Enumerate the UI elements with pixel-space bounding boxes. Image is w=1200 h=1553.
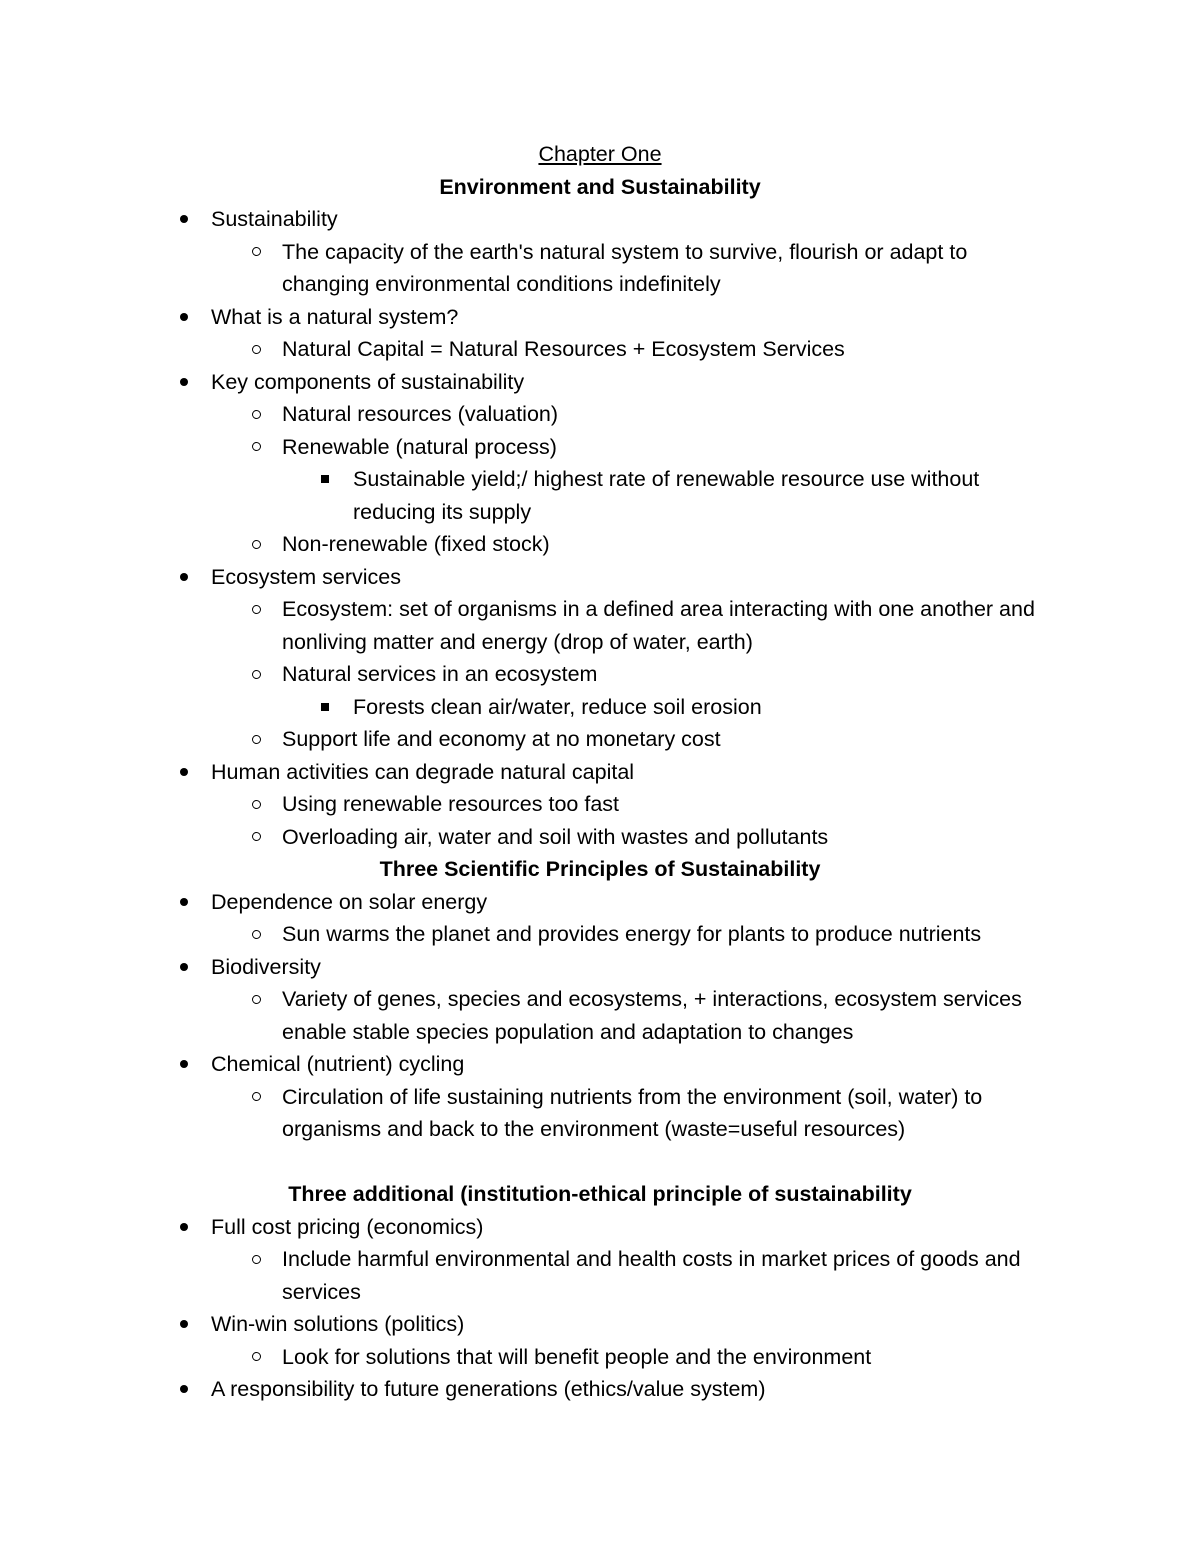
bullet-item-level-1 (0, 951, 1051, 984)
bullet-item-level-1 (0, 756, 1051, 789)
bullet-item-text: Circulation of life sustaining nutrients from the environment (soil, water) to organisms and back to the environment (waste=useful resources) (282, 1084, 983, 1141)
bullet-item-level-2 (0, 821, 1052, 854)
bullet-item-text: Sun warms the planet and provides energy for plants to produce nutrients (282, 922, 982, 946)
hollow-bullet-icon (248, 431, 264, 464)
bullet-item-text: Natural resources (valuation) (282, 402, 559, 426)
bullet-item-text: Natural Capital = Natural Resources + Ecosystem Services (282, 337, 845, 361)
bullet-item-level-3 (0, 463, 1053, 528)
filled-bullet-icon (176, 561, 192, 594)
hollow-bullet-icon (248, 1341, 264, 1374)
bullet-item-text: Non-renewable (fixed stock) (282, 532, 550, 556)
bullet-item-level-1 (0, 1373, 1051, 1406)
bullet-item-level-2 (0, 333, 1052, 366)
section-additional-principles-list (0, 1211, 1200, 1406)
bullet-item-level-2 (0, 593, 1052, 658)
bullet-item-level-3 (0, 691, 1053, 724)
bullet-item-level-2 (0, 431, 1052, 464)
bullet-item-text: Include harmful environmental and health costs in market prices of goods and services (282, 1247, 1021, 1304)
hollow-bullet-icon (248, 788, 264, 821)
bullet-item-level-1 (0, 561, 1051, 594)
bullet-item-text: What is a natural system? (211, 304, 459, 329)
bullet-item-text: Biodiversity (211, 954, 321, 979)
bullet-item-text: Support life and economy at no monetary cost (282, 727, 721, 751)
bullet-item-text: Win-win solutions (politics) (211, 1312, 465, 1336)
bullet-item-level-2 (0, 398, 1052, 431)
hollow-bullet-icon (248, 1243, 264, 1276)
hollow-bullet-icon (248, 528, 264, 561)
bullet-item-text: Variety of genes, species and ecosystems, + interactions, ecosystem services enable stable species population and adaptation to changes (282, 987, 1022, 1044)
bullet-item-text: Renewable (natural process) (282, 434, 557, 459)
chapter-label (0, 138, 1200, 171)
hollow-bullet-icon (248, 821, 264, 854)
filled-bullet-icon (176, 886, 192, 919)
hollow-bullet-icon (248, 236, 264, 269)
bullet-item-text: Forests clean air/water, reduce soil erosion (353, 694, 762, 719)
bullet-item-level-1 (0, 886, 1051, 919)
bullet-item-text: Human activities can degrade natural capital (211, 759, 635, 784)
bullet-item-text: A responsibility to future generations (ethics/value system) (211, 1377, 766, 1401)
bullet-item-level-2 (0, 658, 1052, 691)
document-page (0, 138, 1200, 1406)
filled-bullet-icon (176, 301, 192, 334)
bullet-item-text: Sustainability (211, 207, 338, 231)
bullet-item-text: Chemical (nutrient) cycling (211, 1052, 465, 1076)
blank-line (0, 1146, 1200, 1179)
chapter-label-text: Chapter One (538, 142, 662, 166)
bullet-item-level-2 (0, 788, 1052, 821)
bullet-item-level-2 (0, 1243, 1052, 1308)
bullet-item-level-1 (0, 366, 1051, 399)
square-bullet-icon (317, 691, 333, 724)
bullet-item-text: Ecosystem: set of organisms in a defined area interacting with one another and nonliving matter and energy (drop of water, earth) (282, 597, 1035, 654)
square-bullet-icon (317, 463, 333, 496)
bullet-item-text: Full cost pricing (economics) (211, 1214, 484, 1239)
filled-bullet-icon (176, 756, 192, 789)
hollow-bullet-icon (248, 658, 264, 691)
document-title: Environment and Sustainability (439, 174, 761, 199)
filled-bullet-icon (176, 1308, 192, 1341)
bullet-item-level-2 (0, 236, 1052, 301)
filled-bullet-icon (176, 203, 192, 236)
section-scientific-principles-list (0, 886, 1200, 1146)
filled-bullet-icon (176, 1048, 192, 1081)
bullet-item-level-2 (0, 528, 1052, 561)
bullet-item-text: The capacity of the earth's natural system to survive, flourish or adapt to changing environmental conditions indefinitely (282, 239, 968, 296)
bullet-item-text: Natural services in an ecosystem (282, 662, 598, 686)
bullet-item-text: Sustainable yield;/ highest rate of renewable resource use without reducing its supply (353, 467, 980, 524)
bullet-item-text: Ecosystem services (211, 564, 401, 589)
bullet-item-text: Dependence on solar energy (211, 889, 488, 914)
bullet-item-level-1 (0, 1048, 1051, 1081)
bullet-item-text: Overloading air, water and soil with wastes and pollutants (282, 824, 829, 849)
filled-bullet-icon (176, 1211, 192, 1244)
bullet-item-level-1 (0, 1211, 1051, 1244)
bullet-item-level-1 (0, 203, 1051, 236)
hollow-bullet-icon (248, 593, 264, 626)
hollow-bullet-icon (248, 983, 264, 1016)
bullet-item-level-1 (0, 1308, 1051, 1341)
bullet-item-level-2 (0, 1341, 1052, 1374)
heading-additional-principles: Three additional (institution-ethical principle of sustainability (288, 1182, 912, 1206)
heading-scientific-principles: Three Scientific Principles of Sustainability (379, 857, 821, 881)
filled-bullet-icon (176, 951, 192, 984)
bullet-item-text: Using renewable resources too fast (282, 792, 620, 816)
bullet-item-level-2 (0, 918, 1052, 951)
hollow-bullet-icon (248, 723, 264, 756)
bullet-item-text: Look for solutions that will benefit people and the environment (282, 1344, 872, 1369)
bullet-item-level-1 (0, 301, 1051, 334)
filled-bullet-icon (176, 366, 192, 399)
bullet-item-level-2 (0, 983, 1052, 1048)
hollow-bullet-icon (248, 1081, 264, 1114)
bullet-item-text: Key components of sustainability (211, 369, 525, 394)
bullet-item-level-2 (0, 1081, 1052, 1146)
bullet-item-level-2 (0, 723, 1052, 756)
section-sustainability-list (0, 203, 1200, 853)
filled-bullet-icon (176, 1373, 192, 1406)
hollow-bullet-icon (248, 918, 264, 951)
hollow-bullet-icon (248, 333, 264, 366)
hollow-bullet-icon (248, 398, 264, 431)
